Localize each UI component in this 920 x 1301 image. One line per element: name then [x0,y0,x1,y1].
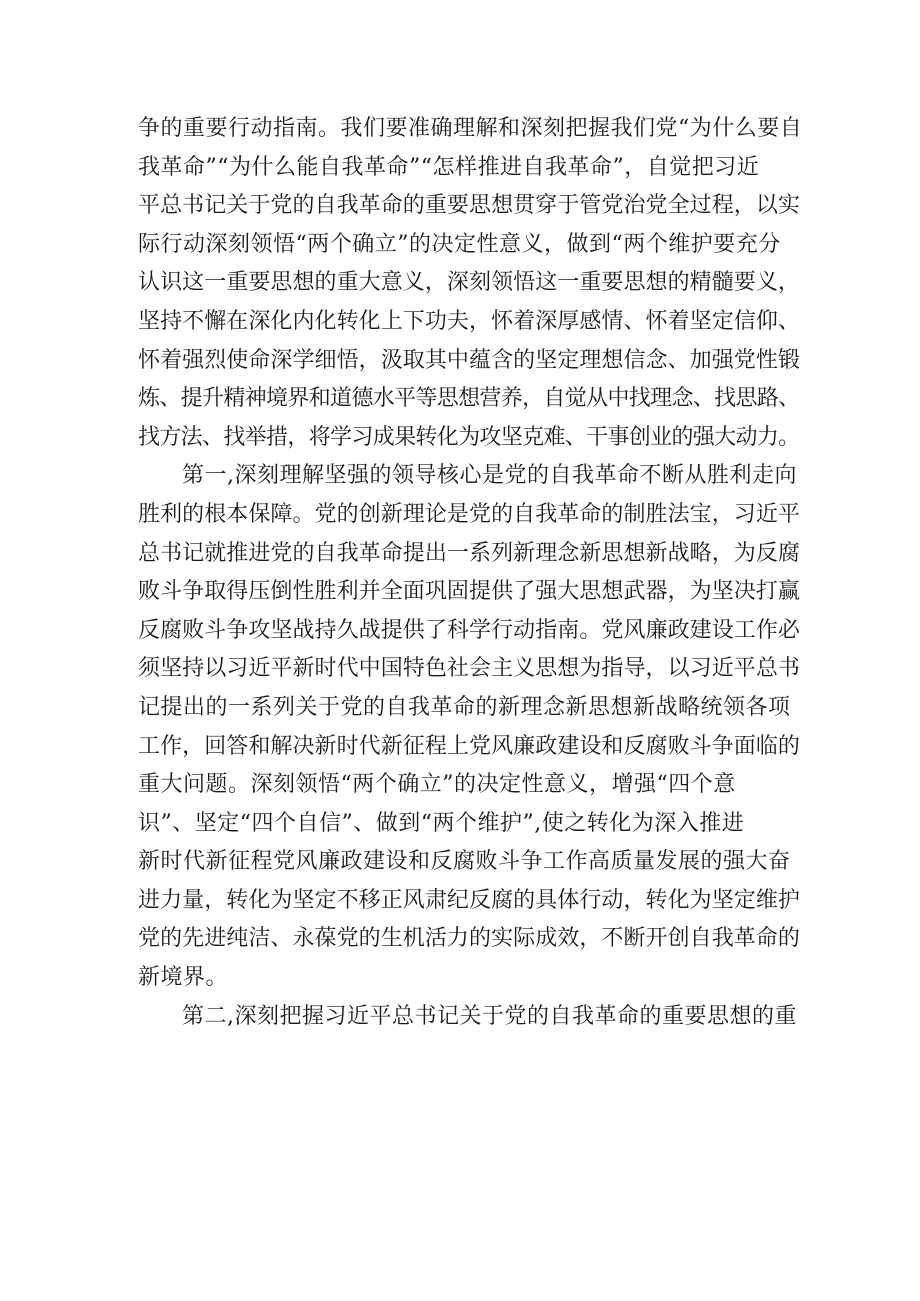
text-line: 第二,深刻把握习近平总书记关于党的自我革命的重要思想的重 [182,1003,797,1029]
text-line: 须坚持以习近平新时代中国特色社会主义思想为指导，以习近平总书 [138,656,801,682]
text-line: 识”、坚定“四个自信”、做到“两个维护”,使之转化为深入推进 [138,810,745,836]
text-line: 争的重要行动指南。我们要准确理解和深刻把握我们党“为什么要自 [138,116,803,141]
text-line: 第一,深刻理解坚强的领导核心是党的自我革命不断从胜利走向 [182,463,797,489]
text-line: 进力量，转化为坚定不移正风肃纪反腐的具体行动，转化为坚定维护 [138,887,801,913]
text-line: 际行动深刻领悟“两个确立”的决定性意义，做到“两个维护要充分 [138,231,781,257]
paragraph-2 [138,457,801,997]
paragraph-1 [138,110,803,457]
text-line: 总书记就推进党的自我革命提出一系列新理念新思想新战略，为反腐 [138,540,801,566]
text-line: 我革命”“为什么能自我革命”“怎样推进自我革命”，自觉把习近 [138,154,760,180]
text-line: 反腐败斗争攻坚战持久战提供了科学行动指南。党风廉政建设工作必 [138,617,801,643]
text-line: 认识这一重要思想的重大意义，深刻领悟这一重要思想的精髓要义， [138,270,801,296]
document-body [138,110,803,1036]
text-line: 坚持不懈在深化内化转化上下功夫，怀着深厚感情、怀着坚定信仰、 [138,308,801,334]
text-line: 胜利的根本保障。党的创新理论是党的自我革命的制胜法宝，习近平 [138,501,801,527]
text-line: 记提出的一系列关于党的自我革命的新理念新思想新战略统领各项 [138,694,791,720]
text-line: 平总书记关于党的自我革命的重要思想贯穿于管党治党全过程，以实 [138,193,801,219]
text-line: 新时代新征程党风廉政建设和反腐败斗争工作高质量发展的强大奋 [138,849,791,875]
paragraph-3 [138,998,798,1037]
text-line: 工作，回答和解决新时代新征程上党风廉政建设和反腐败斗争面临的 [138,733,801,759]
text-line: 怀着强烈使命深学细悟，汲取其中蕴含的坚定理想信念、加强党性锻 [138,347,801,373]
text-line: 党的先进纯洁、永葆党的生机活力的实际成效，不断开创自我革命的 [138,926,801,952]
text-line: 重大问题。深刻领悟“两个确立”的决定性意义，增强“四个意 [138,772,736,798]
text-line: 败斗争取得压倒性胜利并全面巩固提供了强大思想武器，为坚决打赢 [138,579,801,605]
text-line: 炼、提升精神境界和道德水平等思想营养，自觉从中找理念、找思路、 [138,386,800,412]
text-line: 新境界。 [138,965,229,991]
text-line: 找方法、找举措，将学习成果转化为攻坚克难、干事创业的强大动力。 [138,424,800,450]
